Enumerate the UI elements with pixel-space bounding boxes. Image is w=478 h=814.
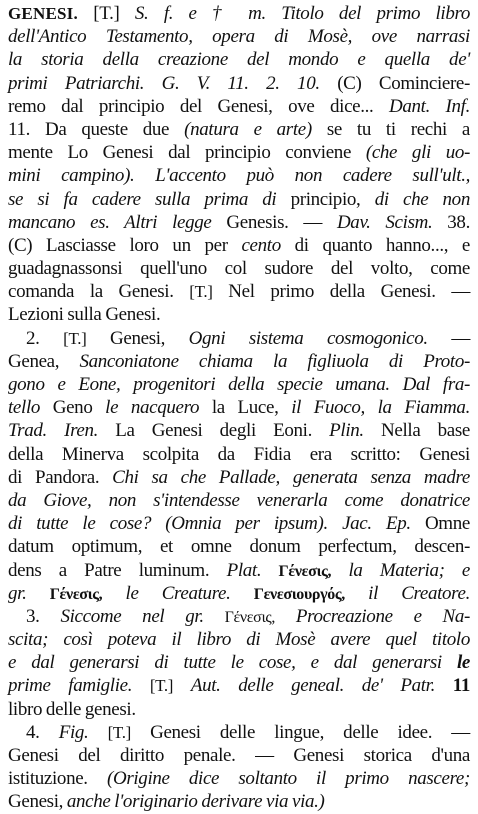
text-line: istituzione. (Origine dice soltanto il primo nascere;	[8, 768, 470, 790]
sense-number: 3.	[26, 605, 40, 627]
entry-sense-4	[8, 721, 470, 814]
text-line: da Giove, non s'intendesse venerarla come donatrice	[8, 489, 470, 511]
text-line: Genesi del diritto penale. — Genesi storica d'una	[8, 745, 470, 766]
text-line: Genea, Sanconiatone chiama la figliuola di Proto-	[8, 350, 470, 372]
text-line: mente Lo Genesi dal principio conviene (che gli uo-	[8, 142, 470, 164]
headword: GENESI.	[8, 4, 78, 23]
text-line: gr. Γένεσις, le Creature. Γενεσιουργός, il Creatore.	[8, 582, 470, 604]
text-line: mancano es. Altri legge Genesis. — Dav. Scism. 38.	[8, 211, 470, 233]
text-line: 2. [T.] Genesi, Ogni sistema cosmogonico. —	[26, 327, 470, 349]
text-line: comanda la Genesi. [T.] Nel primo della Genesi. —	[8, 281, 470, 303]
text-line: tello Geno le nacquero la Luce, il Fuoco, la Fiamma.	[8, 397, 470, 419]
text-line: (C) Lasciasse loro un per cento di quanto hanno..., e	[8, 234, 470, 256]
text-line: gono e Eone, progenitori della specie umana. Dal fra-	[8, 374, 470, 395]
text-line: e dal generarsi di tutte le cose, e dal generarsi le	[8, 652, 470, 674]
text-line: datum optimum, et omne donum perfectum, descen-	[8, 536, 470, 558]
text-line: guadagnassonsi quell'uno col sudore del volto, come	[8, 258, 470, 280]
sense-number: 4.	[26, 721, 40, 743]
entry-sense-2	[8, 327, 470, 605]
text-line: prime famiglie. [T.] Aut. delle geneal. de' Patr. 11	[8, 675, 470, 697]
text-line: la storia della creazione del mondo e quella de'	[8, 49, 470, 71]
text-line: di tutte le cose? (Omnia per ipsum). Jac. Ep. Omne	[8, 513, 470, 535]
text-line: 11. Da queste due (natura e arte) se tu ti rechi a	[8, 118, 471, 140]
text-line: 4. Fig. [T.] Genesi delle lingue, delle idee. —	[26, 721, 470, 743]
entry-sense-1	[8, 2, 470, 327]
text-line: remo dal principio del Genesi, ove dice... Dant. Inf.	[8, 95, 470, 117]
text-line: GENESI. [T.] S. f. e † m. Titolo del primo libro	[8, 3, 470, 24]
text-line: di Pandora. Chi sa che Pallade, generata senza madre	[8, 466, 470, 488]
text-line: 3. Siccome nel gr. Γένεσις, Procreazione e Na-	[26, 605, 470, 627]
text-line: dell'Antico Testamento, opera di Mosè, ove narrasi	[8, 26, 470, 48]
text-line: Lezioni sulla Genesi.	[8, 304, 161, 326]
text-line: dens a Patre luminum. Plat. Γένεσις, la Materia; e	[8, 559, 470, 581]
text-line: scita; così poteva il libro di Mosè avere quel titolo	[8, 629, 470, 651]
sense-number: 2.	[26, 327, 40, 349]
text-line: Genesi, anche l'originario derivare via via.)	[8, 791, 325, 813]
entry-sense-3	[8, 605, 470, 721]
text-line: libro delle genesi.	[8, 698, 136, 720]
text-line: se si fa cadere sulla prima di principio, di che non	[8, 188, 470, 210]
text-line: Trad. Iren. La Genesi degli Eoni. Plin. Nella base	[8, 420, 470, 442]
text-line: della Minerva scolpita da Fidia era scritto: Genesi	[8, 443, 470, 465]
text-line: mini campino). L'accento può non cadere sull'ult.,	[8, 165, 471, 187]
text-line: primi Patriarchi. G. V. 11. 2. 10. (C) Cominciere-	[8, 72, 470, 94]
